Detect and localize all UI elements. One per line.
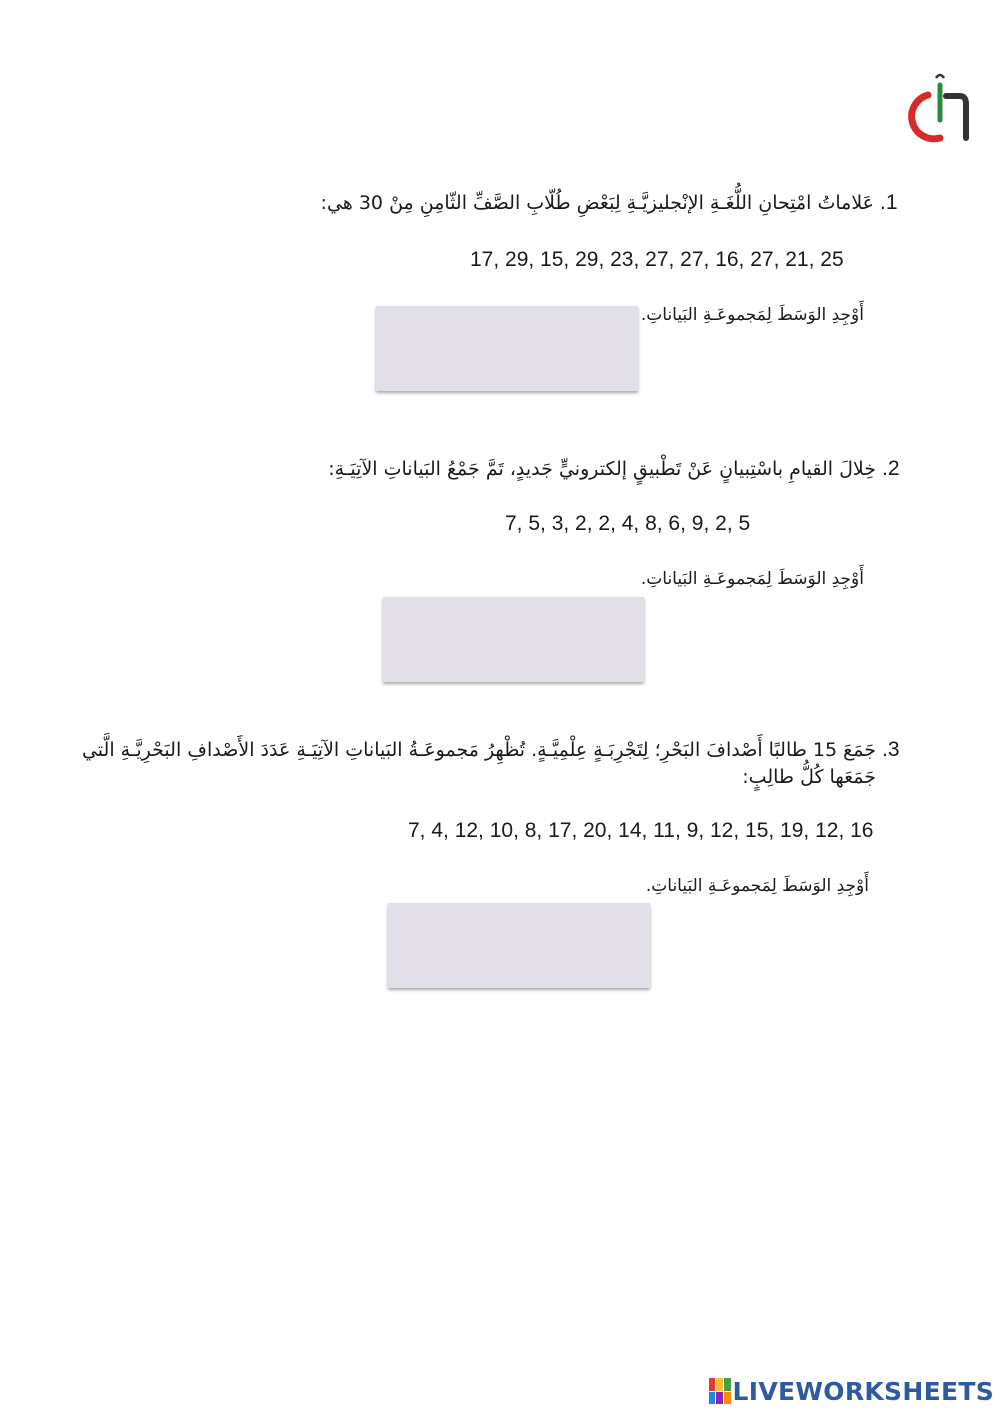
question-3-answer-box[interactable] — [388, 903, 650, 988]
question-1-instruction: أَوْجِدِ الوَسَطَ لِمَجموعَـةِ البَياناتِ. — [640, 305, 864, 325]
question-2-instruction: أَوْجِدِ الوَسَطَ لِمَجموعَـةِ البَياناتِ. — [640, 569, 864, 589]
question-2-text: خِلالَ القيامِ باسْتِبيانٍ عَنْ تَطْبيقٍ إلكترونيٍّ جَديدٍ، تَمَّ جَمْعُ البَياناتِ الآتِيَـةِ: — [328, 458, 876, 480]
school-logo-icon — [900, 60, 980, 150]
question-2-answer-box[interactable] — [383, 597, 644, 682]
question-1-number: .1 — [880, 191, 898, 214]
question-3-instruction: أَوْجِدِ الوَسَطَ لِمَجموعَـةِ البَياناتِ. — [645, 876, 869, 896]
liveworksheets-icon — [709, 1378, 731, 1404]
question-3-text-line-1: جَمَعَ 15 طالبًا أَصْدافَ البَحْرِ؛ لِتَجْرِبَـةٍ عِلْمِيَّـةٍ. تُظْهِرُ مَجموعَـةُ البَياناتِ الآتِيَـةِ عَدَدَ الأَصْدافِ البَحْرِيَّـةِ الَّتي — [81, 739, 876, 761]
question-2-number: .2 — [882, 457, 900, 480]
question-3-text-line-2: جَمَعَها كُلُّ طالِبٍ: — [742, 766, 876, 788]
liveworksheets-brand-text: LIVEWORKSHEETS — [732, 1376, 994, 1406]
question-3-data: 7, 4, 12, 10, 8, 17, 20, 14, 11, 9, 12, 15, 19, 12, 16 — [408, 819, 874, 842]
question-1-data: 17, 29, 15, 29, 23, 27, 27, 16, 27, 21, 25 — [470, 248, 844, 271]
question-1-answer-box[interactable] — [376, 306, 638, 391]
question-2-data: 7, 5, 3, 2, 2, 4, 8, 6, 9, 2, 5 — [505, 512, 751, 535]
question-3-number: .3 — [882, 738, 900, 761]
liveworksheets-logo[interactable] — [709, 1375, 994, 1407]
question-1-text: عَلاماتُ امْتِحانِ اللُّغَـةِ الإنْجليزيَّـةِ لِبَعْضِ طُلّابِ الصَّفِّ الثّامِنِ مِنْ 30 هي: — [320, 192, 874, 214]
